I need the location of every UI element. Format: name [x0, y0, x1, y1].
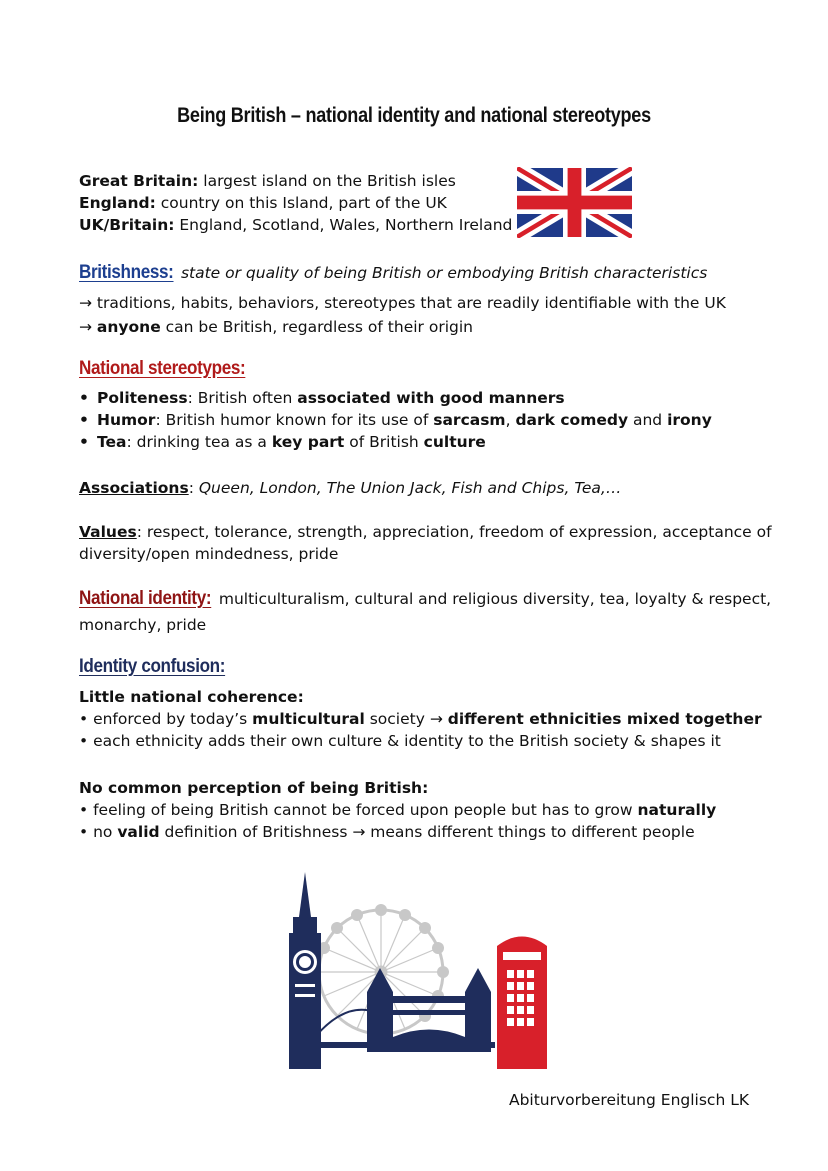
national-identity-heading: National identity:: [79, 588, 212, 609]
stereotypes-list: [79, 387, 712, 453]
coherence-section: [79, 686, 762, 752]
union-jack-icon: [517, 167, 632, 238]
telephone-box-icon: [497, 937, 547, 1070]
list-item: • Tea: drinking tea as a key part of British culture: [79, 433, 486, 451]
big-ben-icon: [289, 872, 321, 1069]
page-title: Being British – national identity and national stereotypes: [177, 104, 651, 127]
list-item: • feeling of being British cannot be forced upon people but has to grow naturally: [79, 801, 717, 819]
list-item: • each ethnicity adds their own culture & identity to the British society & shapes it: [79, 732, 721, 750]
london-skyline-icon: [285, 872, 555, 1072]
associations: Associations: Queen, London, The Union Jack, Fish and Chips, Tea,…: [79, 479, 622, 497]
britishness-arrow-1: → traditions, habits, behaviors, stereotypes that are readily identifiable with the UK: [79, 294, 726, 312]
perception-subheading: No common perception of being British:: [79, 779, 429, 797]
list-item: • Humor: British humor known for its use of sarcasm, dark comedy and irony: [79, 411, 712, 429]
tower-bridge-icon: [315, 968, 495, 1052]
britishness-definition: Britishness: state or quality of being British or embodying British characteristics: [79, 262, 708, 283]
footer-text: Abiturvorbereitung Englisch LK: [508, 1091, 749, 1109]
definition-great-britain: Great Britain: largest island on the British isles: [79, 172, 456, 190]
stereotypes-heading: National stereotypes:: [79, 358, 246, 379]
definition-uk: UK/Britain: England, Scotland, Wales, Northern Ireland: [79, 216, 513, 234]
list-item: • enforced by today’s multicultural society → different ethnicities mixed together: [79, 710, 762, 728]
perception-section: [79, 777, 716, 843]
identity-confusion-heading: Identity confusion:: [79, 656, 226, 677]
coherence-subheading: Little national coherence:: [79, 688, 304, 706]
national-identity: National identity: multiculturalism, cultural and religious diversity, tea, loyalty & respect, monarchy, pride: [79, 588, 772, 634]
britishness-arrow-2: → anyone can be British, regardless of their origin: [79, 318, 473, 336]
values: Values: respect, tolerance, strength, appreciation, freedom of expression, acceptance of diversity/open mindedness, pride: [79, 523, 772, 563]
britishness-heading: Britishness:: [79, 262, 174, 283]
list-item: • Politeness: British often associated with good manners: [79, 389, 565, 407]
definitions: [79, 170, 512, 236]
definition-england: England: country on this Island, part of the UK: [79, 194, 447, 212]
list-item: • no valid definition of Britishness → means different things to different people: [79, 823, 695, 841]
